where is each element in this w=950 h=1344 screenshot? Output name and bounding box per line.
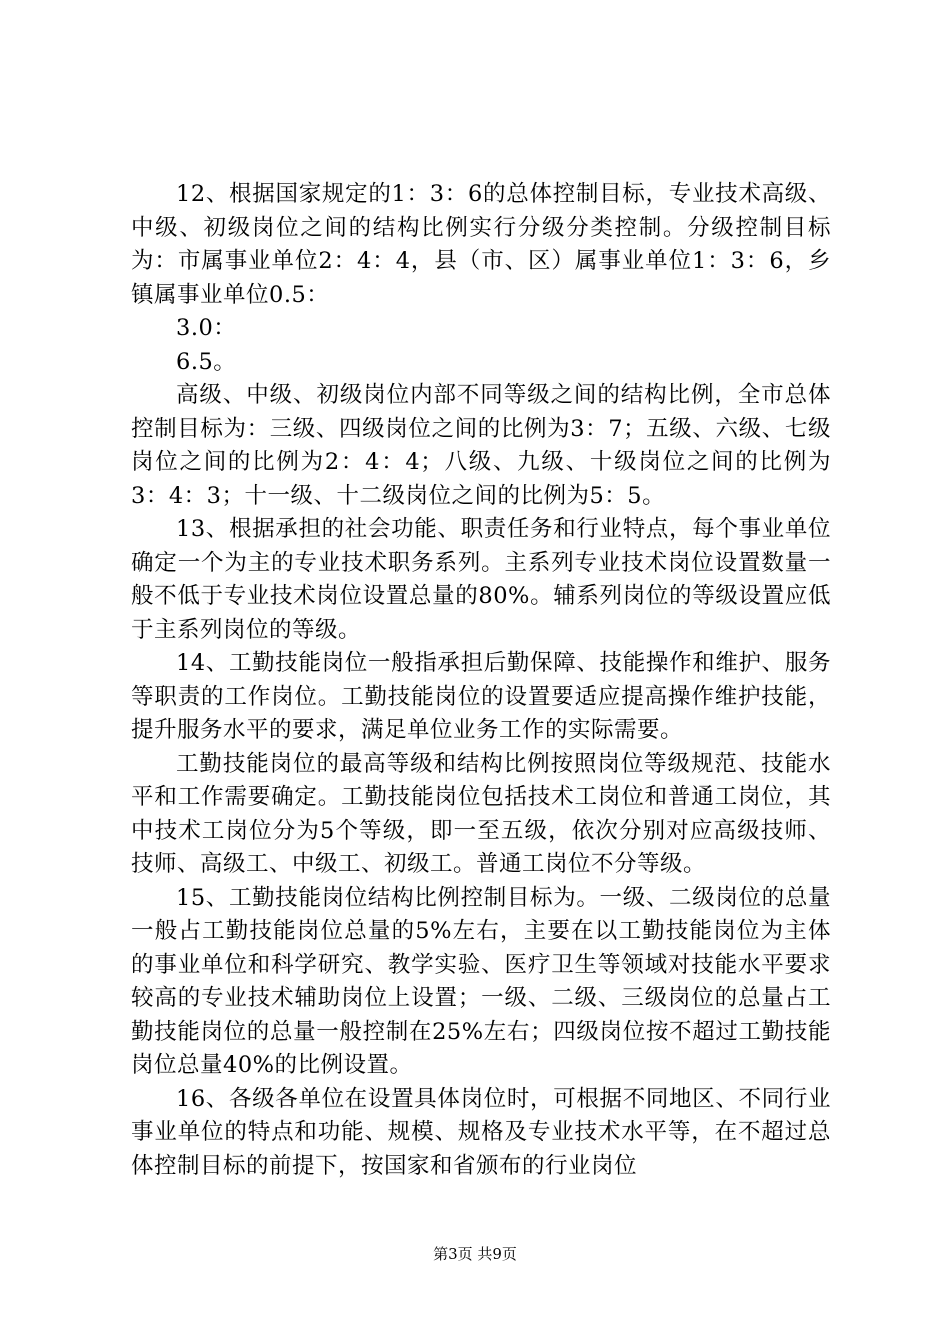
paragraph-16: 16、各级各单位在设置具体岗位时，可根据不同地区、不同行业事业单位的特点和功能、规模、规格及专业技术水平等，在不超过总体控制目标的前提下，按国家和省颁布的行业岗位 (131, 1085, 831, 1179)
paragraph-internal-ratio: 高级、中级、初级岗位内部不同等级之间的结构比例，全市总体控制目标为：三级、四级岗位之间的比例为3：7；五级、六级、七级岗位之间的比例为2：4：4；八级、九级、十级岗位之间的比例为3：4：3；十一级、十二级岗位之间的比例为5：5。 (131, 382, 831, 509)
paragraph-15: 15、工勤技能岗位结构比例控制目标为。一级、二级岗位的总量一般占工勤技能岗位总量的5%左右，主要在以工勤技能岗位为主体的事业单位和科学研究、教学实验、医疗卫生等领域对技能水平要求较高的专业技术辅助岗位上设置；一级、二级、三级岗位的总量占工勤技能岗位的总量一般控制在25%左右；四级岗位按不超过工勤技能岗位总量40%的比例设置。 (131, 884, 831, 1078)
document-body (131, 178, 831, 1183)
paragraph-worker-levels: 工勤技能岗位的最高等级和结构比例按照岗位等级规范、技能水平和工作需要确定。工勤技能岗位包括技术工岗位和普通工岗位，其中技术工岗位分为5个等级，即一至五级，依次分别对应高级技师、技师、高级工、中级工、初级工。普通工岗位不分等级。 (131, 750, 831, 877)
paragraph-12: 12、根据国家规定的1：3：6的总体控制目标，专业技术高级、中级、初级岗位之间的结构比例实行分级分类控制。分级控制目标为：市属事业单位2：4：4，县（市、区）属事业单位1：3：6，乡镇属事业单位0.5： (131, 181, 831, 308)
paragraph-13: 13、根据承担的社会功能、职责任务和行业特点，每个事业单位确定一个为主的专业技术职务系列。主系列专业技术岗位设置数量一般不低于专业技术岗位设置总量的80%。辅系列岗位的等级设置应低于主系列岗位的等级。 (131, 516, 831, 643)
paragraph-ratio-line-2: 6.5。 (176, 348, 237, 375)
page-footer: 第3页 共9页 (433, 1245, 517, 1263)
paragraph-ratio-line-1: 3.0： (176, 315, 237, 341)
paragraph-14: 14、工勤技能岗位一般指承担后勤保障、技能操作和维护、服务等职责的工作岗位。工勤技能岗位的设置要适应提高操作维护技能，提升服务水平的要求，满足单位业务工作的实际需要。 (131, 650, 831, 743)
